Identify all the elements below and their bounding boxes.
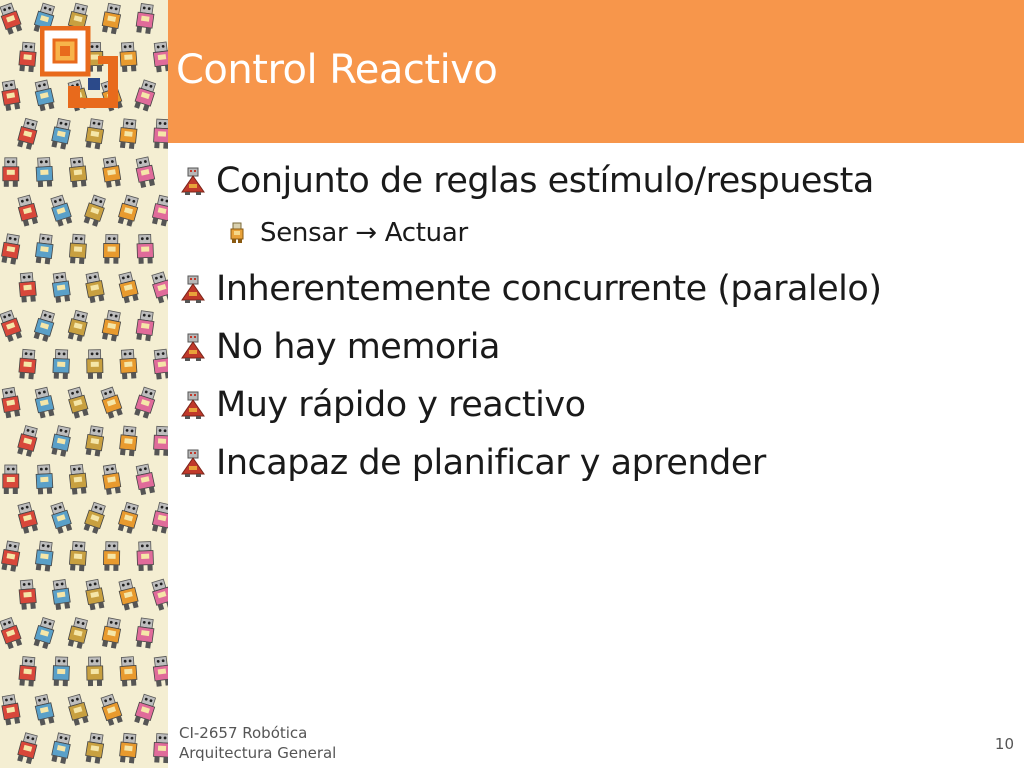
bullet-item	[180, 434, 1010, 492]
bullet-item	[180, 318, 1010, 376]
robot-bullet-icon	[180, 333, 206, 361]
logo-icon	[40, 26, 130, 118]
sub-bullet-item	[228, 210, 1010, 256]
robot-bullet-icon	[180, 391, 206, 419]
robot-bullet-icon	[228, 222, 246, 244]
bullet-text: Conjunto de reglas estímulo/respuesta	[216, 161, 874, 201]
bullet-text: Muy rápido y reactivo	[216, 385, 586, 425]
robot-bullet-icon	[180, 275, 206, 303]
robot-bullet-icon	[180, 449, 206, 477]
footer-topic: Arquitectura General	[179, 744, 337, 762]
bullet-text: Incapaz de planificar y aprender	[216, 443, 766, 483]
bullet-item	[180, 152, 1010, 210]
bullet-text: Sensar → Actuar	[260, 218, 468, 248]
bullet-text: No hay memoria	[216, 327, 500, 367]
footer-course: CI-2657 Robótica	[179, 724, 308, 742]
robot-bullet-icon	[180, 167, 206, 195]
page-number: 10	[994, 735, 1014, 753]
bullet-item	[180, 260, 1010, 318]
footer-info	[179, 723, 336, 763]
bullet-list	[180, 152, 1010, 492]
bullet-item	[180, 376, 1010, 434]
bullet-text: Inherentemente concurrente (paralelo)	[216, 269, 882, 309]
slide-title: Control Reactivo	[176, 47, 498, 93]
